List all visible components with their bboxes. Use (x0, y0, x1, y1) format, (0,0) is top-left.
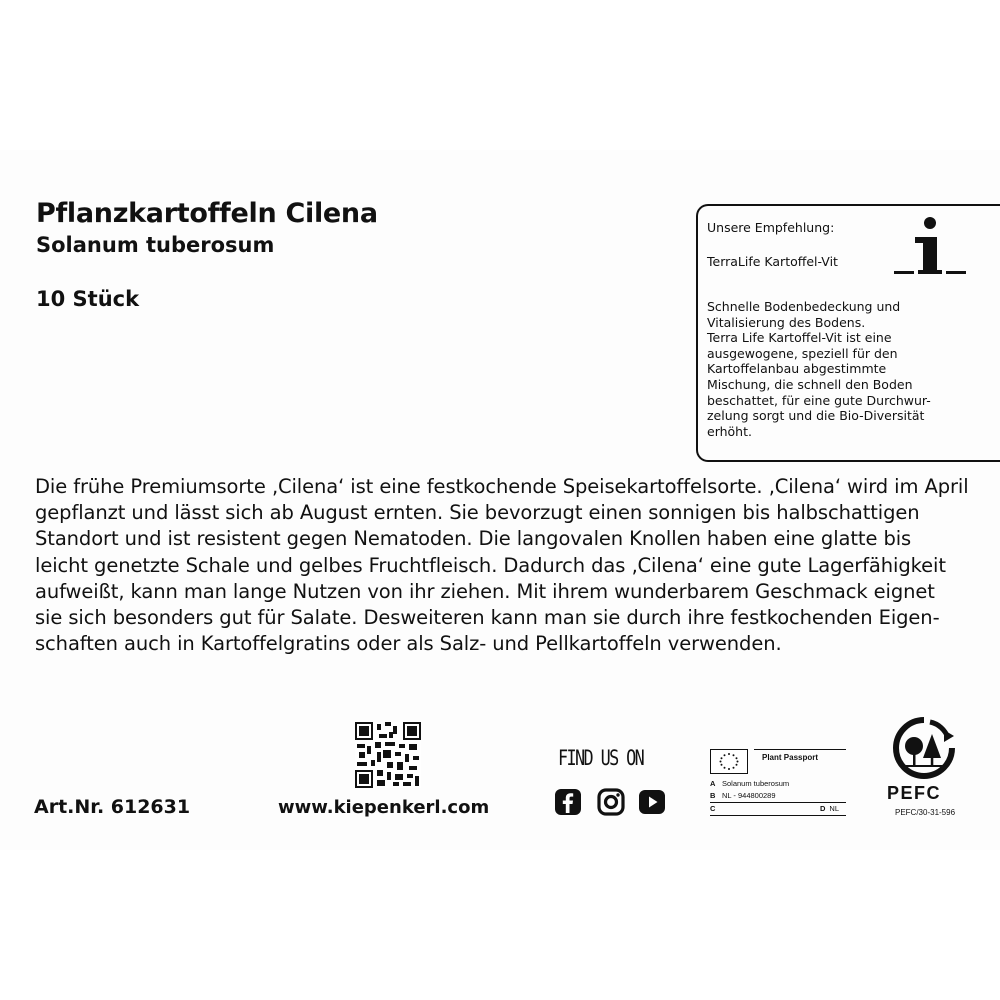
recommendation-line: Terra Life Kartoffel-Vit ist eine (707, 330, 892, 346)
passport-d-label: D (820, 804, 826, 813)
recommendation-line: Vitalisierung des Bodens. (707, 314, 866, 330)
pefc-logo-icon (886, 716, 962, 780)
plant-passport (706, 749, 846, 817)
passport-row-a (710, 779, 789, 788)
pefc-code: PEFC/30-31-596 (895, 808, 956, 817)
description-line: aufweißt, kann man lange Nutzen von ihr ziehen. Mit ihrem wunderbarem Geschmack eignet (35, 579, 935, 603)
facebook-icon[interactable] (554, 788, 582, 816)
passport-a-label: A (710, 779, 716, 788)
website-link[interactable]: www.kiepenkerl.com (278, 797, 490, 818)
passport-title: Plant Passport (762, 753, 819, 762)
eu-flag-icon (710, 749, 748, 774)
pefc-label: PEFC (887, 783, 942, 803)
recommended-product: TerraLife Kartoffel-Vit (707, 254, 838, 269)
passport-divider (710, 802, 846, 803)
description-line: Standort und ist resistent gegen Nematoden. Die langovalen Knollen haben eine glatte bis (35, 527, 912, 551)
description-line: sie sich besonders gut für Salate. Desweiteren kann man sie durch ihre festkochenden Eigen- (35, 606, 940, 630)
passport-row-b (710, 791, 776, 800)
qr-code-icon (355, 722, 421, 788)
passport-row-d (820, 804, 839, 813)
passport-c-label: C (710, 804, 716, 813)
recommendation-line: ausgewogene, speziell für den (707, 345, 898, 361)
recommendation-heading: Unsere Empfehlung: (707, 220, 835, 235)
instagram-icon[interactable] (597, 788, 625, 816)
latin-name: Solanum tuberosum (36, 233, 275, 257)
recommendation-line: erhöht. (707, 423, 752, 439)
passport-divider (710, 815, 846, 816)
recommendation-line: Schnelle Bodenbedeckung und (707, 299, 901, 314)
description-line: Die frühe Premiumsorte ‚Cilena‘ ist eine festkochende Speisekartoffelsorte. ‚Cilena‘ wird im April (35, 475, 969, 498)
find-us-label: FIND US ON (558, 746, 644, 770)
product-description (35, 474, 975, 657)
recommendation-text (707, 299, 953, 439)
passport-b-label: B (710, 791, 716, 800)
passport-rule (754, 749, 846, 750)
passport-b-value: NL - 944800289 (722, 791, 776, 800)
recommendation-line: zelung sorgt und die Bio-Diversität (707, 408, 925, 424)
passport-row-c (710, 804, 722, 813)
product-title: Pflanzkartoffeln Cilena (36, 198, 378, 229)
recommendation-line: Mischung, die schnell den Boden (707, 376, 913, 392)
passport-d-value: NL (829, 804, 840, 813)
article-number: Art.Nr. 612631 (34, 796, 191, 818)
recommendation-line: Kartoffelanbau abgestimmte (707, 361, 887, 377)
passport-a-value: Solanum tuberosum (722, 779, 790, 788)
description-line: schaften auch in Kartoffelgratins oder als Salz- und Pellkartoffeln verwenden. (35, 632, 782, 656)
package-count: 10 Stück (36, 287, 140, 311)
recommendation-box (696, 204, 1000, 462)
description-line: leicht genetzte Schale und gelbes Fruchtfleisch. Dadurch das ‚Cilena‘ eine gute Lagerfähigkeit (35, 553, 946, 577)
description-line: gepflanzt und lässt sich ab August ernten. Sie bevorzugt einen sonnigen bis halbschattigen (35, 501, 920, 525)
info-icon (890, 216, 972, 278)
recommendation-line: beschattet, für eine gute Durchwur- (707, 392, 931, 408)
youtube-icon[interactable] (638, 788, 666, 816)
